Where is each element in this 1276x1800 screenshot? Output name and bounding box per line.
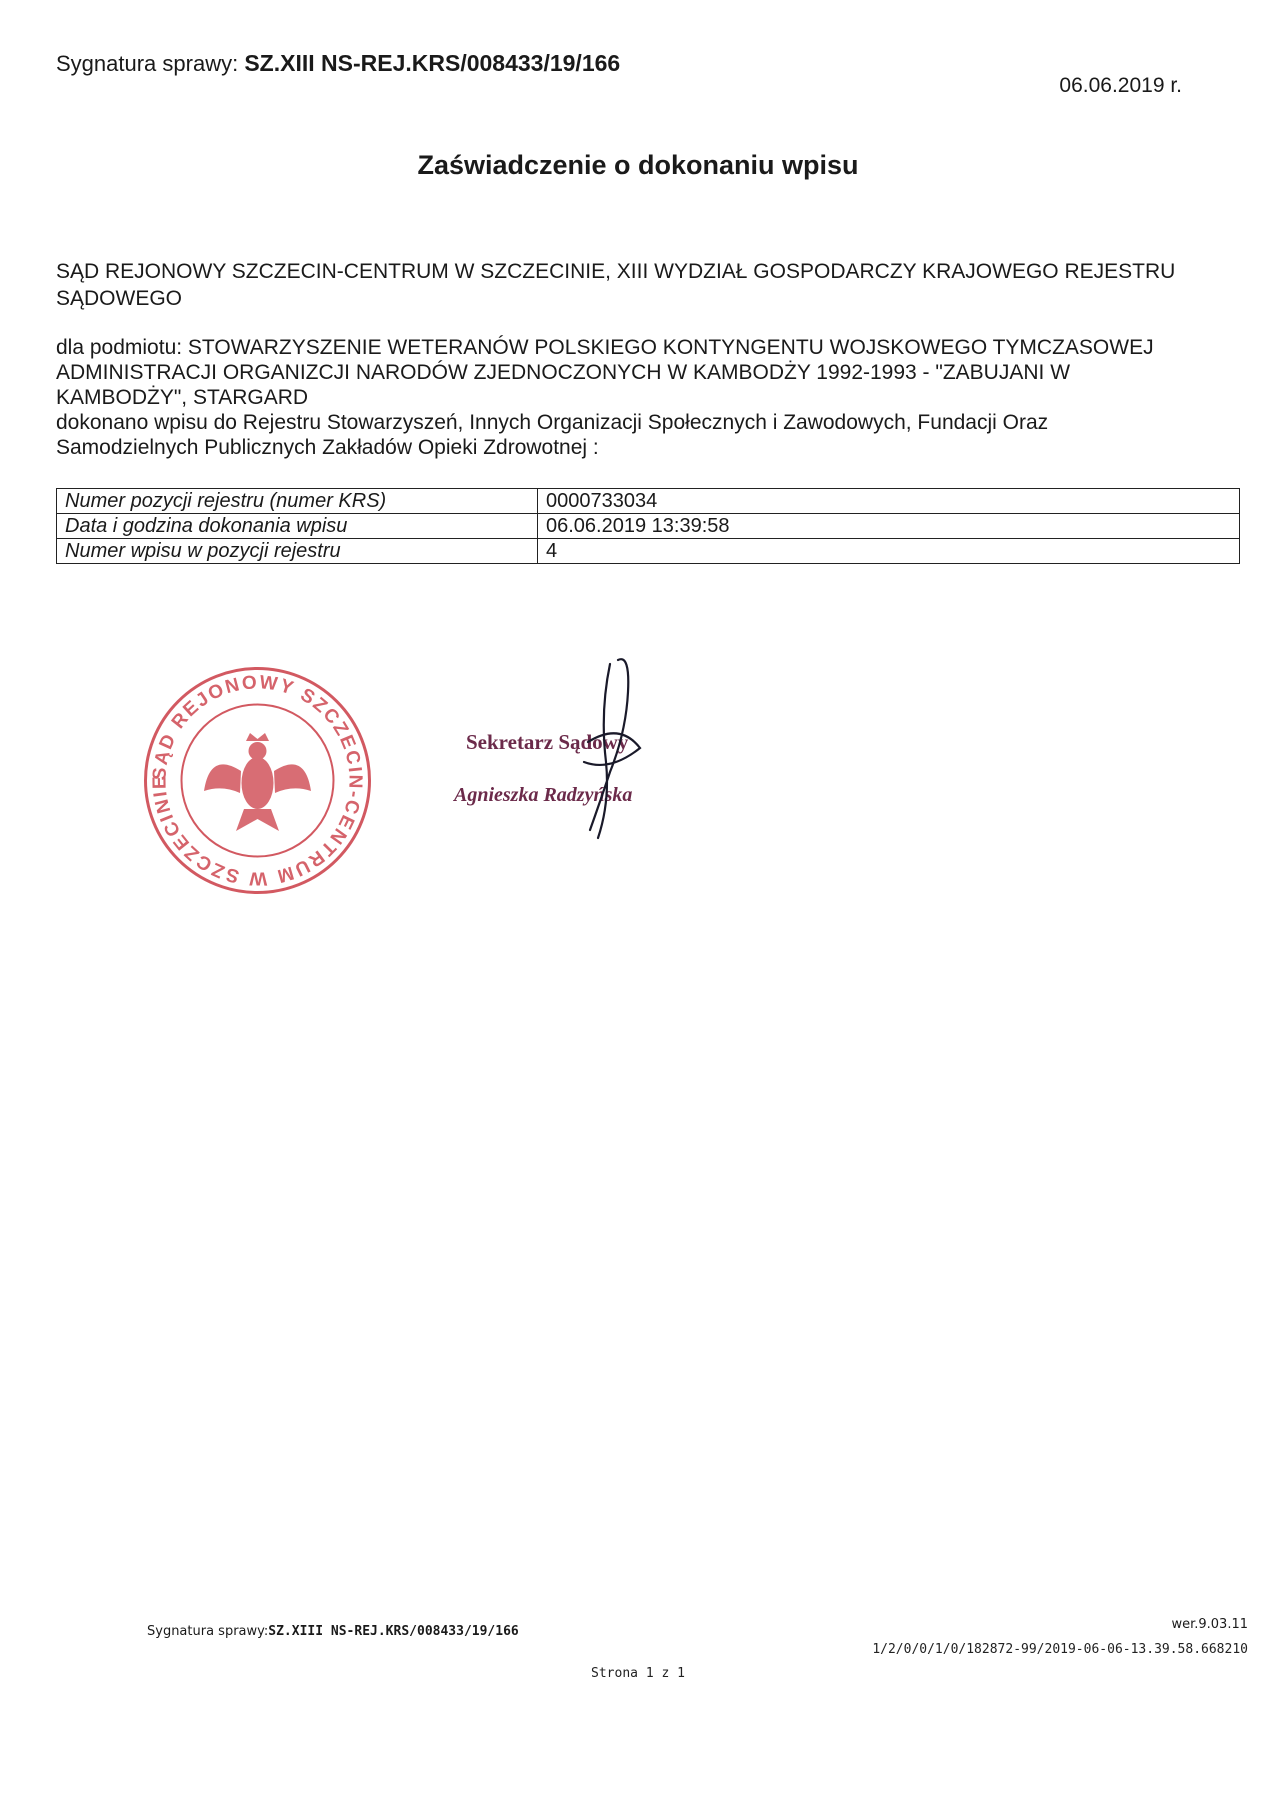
seal-text: SĄD REJONOWY SZCZECIN-CENTRUM W SZCZECINIE [149, 672, 366, 889]
entity-line: KAMBODŻY", STARGARD [56, 386, 309, 409]
eagle-emblem-icon [204, 733, 311, 831]
court-seal-stamp [140, 663, 375, 898]
footer-case-number: SZ.XIII NS-REJ.KRS/008433/19/166 [268, 1624, 519, 1639]
row-label: Data i godzina dokonania wpisu [57, 514, 538, 539]
handwritten-signature [570, 652, 650, 842]
case-signature-label: Sygnatura sprawy: [56, 51, 239, 76]
row-value: 0000733034 [538, 489, 1240, 514]
secretary-role: Sekretarz Sądowy [466, 730, 629, 754]
footer-case-signature [147, 1624, 519, 1639]
footer-case-label: Sygnatura sprawy: [147, 1624, 269, 1639]
case-signature [56, 50, 620, 77]
secretary-name: Agnieszka Radzyńska [454, 784, 633, 806]
court-name: SĄD REJONOWY SZCZECIN-CENTRUM W SZCZECINIE, XIII WYDZIAŁ GOSPODARCZY KRAJOWEGO REJESTRU SĄDOWEGO [56, 260, 1176, 310]
entity-line: dla podmiotu: STOWARZYSZENIE WETERANÓW POLSKIEGO KONTYNGENTU WOJSKOWEGO TYMCZASOWEJ [56, 336, 1154, 359]
row-label: Numer wpisu w pozycji rejestru [57, 539, 538, 564]
entity-description [56, 335, 1246, 460]
entity-line: dokonano wpisu do Rejestru Stowarzyszeń, Innych Organizacji Społecznych i Zawodowych, Fundacji Oraz [56, 411, 1049, 434]
document-date: 06.06.2019 r. [1059, 74, 1182, 97]
entity-line: Samodzielnych Publicznych Zakładów Opieki Zdrowotnej : [56, 436, 599, 459]
row-value: 4 [538, 539, 1240, 564]
case-signature-number: SZ.XIII NS-REJ.KRS/008433/19/166 [244, 50, 621, 76]
table-row [57, 539, 1240, 564]
document-path: 1/2/0/0/1/0/182872-99/2019-06-06-13.39.58.668210 [872, 1642, 1248, 1657]
row-value: 06.06.2019 13:39:58 [538, 514, 1240, 539]
table-row [57, 489, 1240, 514]
document-title: Zaświadczenie o dokonaniu wpisu [417, 150, 859, 180]
page-number: Strona 1 z 1 [591, 1666, 685, 1681]
table-row [57, 514, 1240, 539]
registry-table [56, 488, 1240, 564]
entity-line: ADMINISTRACJI ORGANIZCJI NARODÓW ZJEDNOCZONYCH W KAMBODŻY 1992-1993 - "ZABUJANI W [56, 361, 1071, 384]
version-label: wer.9.03.11 [1171, 1617, 1248, 1632]
row-label: Numer pozycji rejestru (numer KRS) [57, 489, 538, 514]
